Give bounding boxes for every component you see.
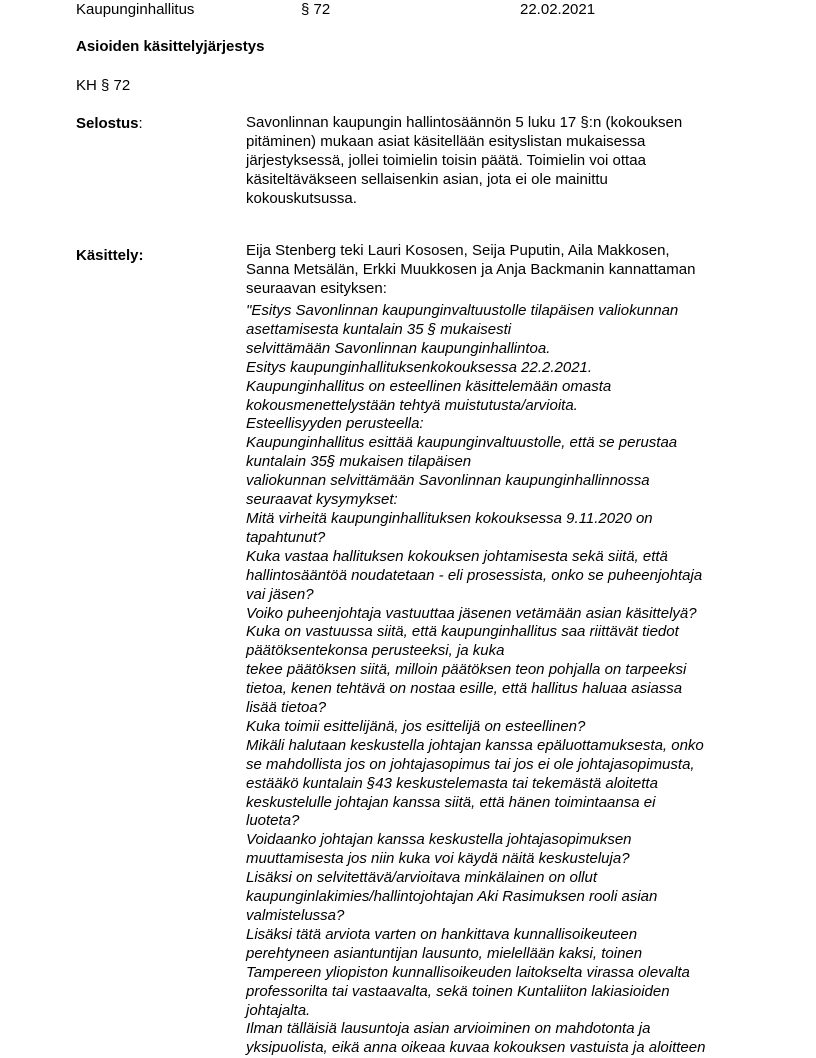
motion-line: perehtyneen asiantuntijan lausunto, mielellään kaksi, toinen — [246, 944, 643, 962]
selostus-label-text: Selostus — [76, 115, 139, 132]
motion-line: Kaupunginhallitus esittää kaupunginvaltuustolle, että se perustaa — [246, 434, 678, 452]
motion-line: Kuka toimii esittelijänä, jos esittelijä on esteellinen? — [246, 717, 586, 735]
kasittely-label — [76, 246, 144, 265]
selostus-line: käsiteltäväkseen sellaisenkin asian, jota ei ole mainittu — [246, 170, 608, 188]
section-reference: KH § 72 — [76, 77, 131, 94]
motion-line: hallintosääntöä noudatetaan - eli prosessista, onko se puheenjohtaja — [246, 566, 703, 584]
kasittely-intro-line: Sanna Metsälän, Erkki Muukkosen ja Anja Backmanin kannattaman — [246, 260, 696, 278]
kasittely-label-text: Käsittely: — [76, 247, 144, 264]
motion-line: asettamisesta kuntalain 35 § mukaisesti — [246, 320, 512, 338]
motion-line: seuraavat kysymykset: — [246, 491, 398, 509]
motion-line: tietoa, kenen tehtävä on nostaa esille, että hallitus haluaa asiassa — [246, 680, 683, 698]
document-header — [76, 0, 776, 20]
kasittely-intro-line: Eija Stenberg teki Lauri Kososen, Seija Puputin, Aila Makkosen, — [246, 242, 670, 259]
selostus-label-colon: : — [138, 115, 143, 132]
kasittely-intro-line: seuraavan esityksen: — [246, 279, 387, 297]
motion-line: estääkö kuntalain §43 keskustelemasta tai tekemästä aloitetta — [246, 774, 658, 792]
kasittely-motion — [246, 302, 786, 1058]
header-organ: Kaupunginhallitus — [76, 1, 195, 18]
motion-line: yksipuolista, eikä anna oikeaa kuvaa kokouksen vastuista ja aloitteen — [246, 1039, 706, 1057]
motion-line: Lisäksi tätä arviota varten on hankittava kunnallisoikeuteen — [246, 925, 638, 943]
motion-line: tapahtunut? — [246, 528, 326, 546]
motion-line: Tampereen yliopiston kunnallisoikeuden laitokselta virassa olevalta — [246, 963, 690, 981]
selostus-line: järjestyksessä, jollei toimielin toisin päätä. Toimielin voi ottaa — [246, 151, 646, 169]
motion-line: valiokunnan selvittämään Savonlinnan kaupunginhallinnossa — [246, 472, 650, 490]
motion-line: kokousmenettelystään tehtyä muistutusta/arvioita. — [246, 396, 578, 414]
header-section-number: § 72 — [301, 1, 331, 18]
motion-line: keskustelulle johtajan kanssa siitä, että hänen toimintaansa ei — [246, 793, 656, 811]
document-title: Asioiden käsittelyjärjestys — [76, 38, 265, 55]
motion-line: Esitys kaupunginhallituksenkokouksessa 22.2.2021. — [246, 358, 593, 376]
motion-line: johtajalta. — [246, 1001, 311, 1019]
selostus-label — [76, 114, 143, 133]
motion-line: kuntalain 35§ mukaisen tilapäisen — [246, 453, 472, 471]
motion-line: Ilman tälläisiä lausuntoja asian arvioiminen on mahdotonta ja — [246, 1020, 651, 1038]
motion-line: Kaupunginhallitus on esteellinen käsittelemään omasta — [246, 377, 612, 395]
selostus-line: Savonlinnan kaupungin hallintosäännön 5 luku 17 §:n (kokouksen — [246, 114, 683, 131]
motion-line: lisää tietoa? — [246, 699, 327, 717]
kasittely-intro — [246, 242, 786, 299]
motion-line: selvittämään Savonlinnan kaupunginhallintoa. — [246, 339, 551, 357]
motion-line: luoteta? — [246, 812, 300, 830]
motion-line: Esteellisyyden perusteella: — [246, 415, 424, 433]
motion-line: se mahdollista jos on johtajasopimus tai jos ei ole johtajasopimusta, — [246, 755, 695, 773]
motion-line: Kuka on vastuussa siitä, että kaupunginhallitus saa riittävät tiedot — [246, 623, 679, 641]
motion-line: vai jäsen? — [246, 585, 314, 603]
header-date: 22.02.2021 — [520, 1, 596, 18]
selostus-line: pitäminen) mukaan asiat käsitellään esityslistan mukaisessa — [246, 132, 646, 150]
motion-line: Mikäli halutaan keskustella johtajan kanssa epäluottamuksesta, onko — [246, 736, 704, 754]
motion-line: valmistelussa? — [246, 907, 345, 924]
motion-line: Voidaanko johtajan kanssa keskustella johtajasopimuksen — [246, 831, 632, 849]
motion-line: Lisäksi on selvitettävä/arvioitava minkälainen on ollut — [246, 869, 598, 887]
motion-line: päätöksentekonsa perusteeksi, ja kuka — [246, 642, 505, 660]
selostus-line: kokouskutsussa. — [246, 189, 357, 207]
motion-line: tekee päätöksen siitä, milloin päätöksen teon pohjalla on tarpeeksi — [246, 661, 687, 679]
motion-line: Kuka vastaa hallituksen kokouksen johtamisesta sekä siitä, että — [246, 547, 668, 565]
motion-line: muuttamisesta jos niin kuka voi käydä näitä keskusteluja? — [246, 850, 630, 868]
motion-line: "Esitys Savonlinnan kaupunginvaltuustolle tilapäisen valiokunnan — [246, 302, 679, 319]
motion-line: Voiko puheenjohtaja vastuuttaa jäsenen vetämään asian käsittelyä? — [246, 604, 697, 622]
selostus-body — [246, 114, 786, 209]
motion-line: professorilta tai vastaavalta, sekä toinen Kuntaliiton lakiasioiden — [246, 982, 670, 1000]
motion-line: kaupunginlakimies/hallintojohtajan Aki Rasimuksen rooli asian — [246, 888, 658, 906]
motion-line: Mitä virheitä kaupunginhallituksen kokouksessa 9.11.2020 on — [246, 509, 653, 527]
